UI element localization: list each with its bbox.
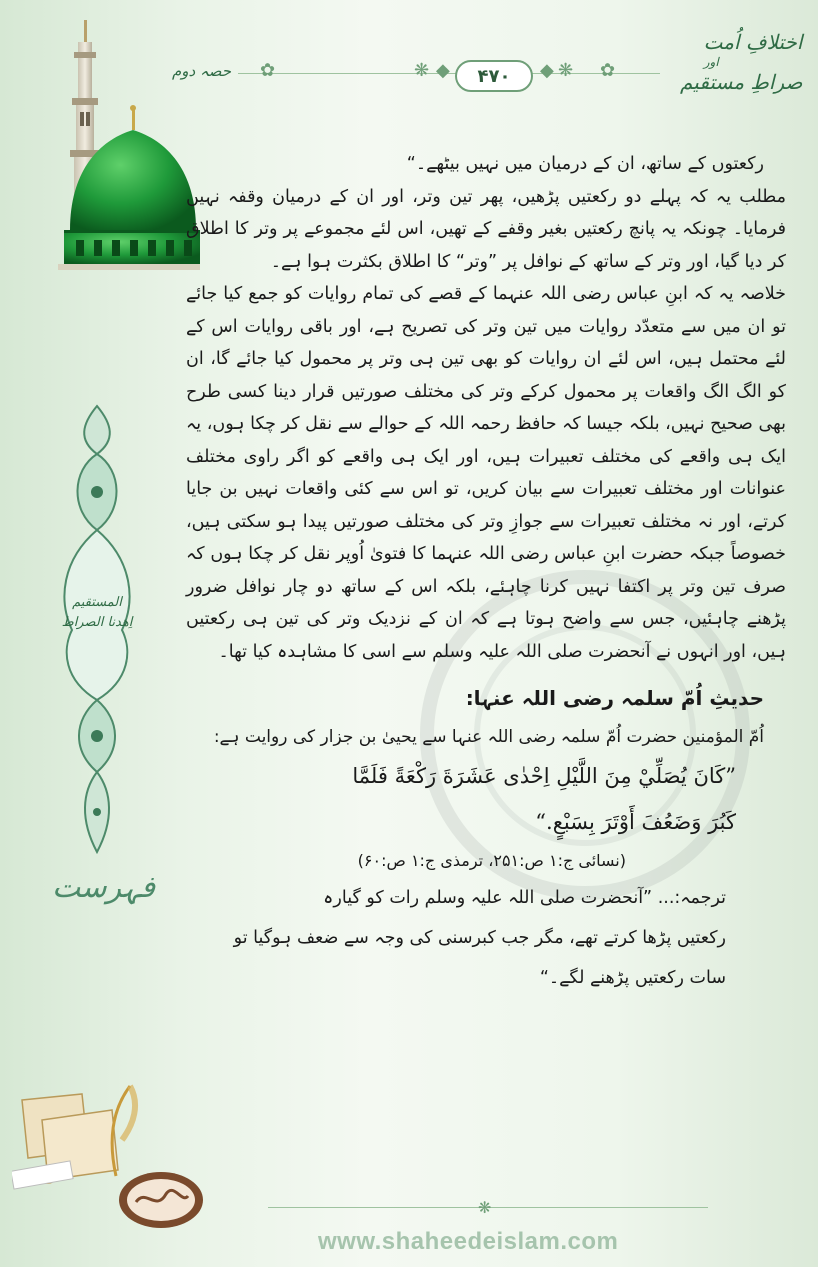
header-ornament-far-left-icon: ✿ bbox=[260, 60, 276, 81]
side-ornament-text-line2: اِھدنا الصراط bbox=[61, 615, 133, 630]
paragraph-3: خلاصہ یہ کہ ابنِ عباس رضی اللہ عنہما کے قصے کی تمام روایات کو جمع کیا جائے تو ان میں سے متعدّد روایات میں تین وتر کی تصریح ہے، اور باقی روایات اس کے لئے محتمل ہیں، اس لئے ان روایات کو بھی تین ہی وتر پر محمول کیا جائے گا، ان کو الگ الگ واقعات پر محمول کرکے وتر کی مختلف صورتیں قرار دینا کسی طرح بھی صحیح نہیں، بلکہ جیسا کہ حافظ رحمہ اللہ کے حوالے سے نقل کر چکا ہوں، یہ ایک ہی واقعے کی مختلف تعبیرات ہیں، اور ایک ہی واقعے کو اگر راوی مختلف عنوانات اور مختلف تعبیرات سے بیان کریں، تو اس سے کئی واقعات نہیں بن جایا کرتے، اور نہ مختلف تعبیرات سے جوازِ وتر کی مختلف صورتیں پیدا ہو سکتی ہیں، خصوصاً جبکہ حضرت ابنِ عباس رضی اللہ عنہما کا فتویٰ اُوپر نقل کر چکا ہوں کہ صرف تین وتر پر اکتفا نہیں کرنا چاہئے، بلکہ اس کے ساتھ دو چار نوافل ضرور پڑھنے چاہئیں، جس سے واضح ہوتا ہے کہ ان کے نزدیک وتر کی تین ہی رکعتیں ہیں، اور انہوں نے آنحضرت صلی اللہ علیہ وسلم سے اسی کا مشاہدہ کیا تھا۔ bbox=[186, 284, 786, 662]
page-number: ۴۷۰ bbox=[477, 65, 511, 87]
main-text bbox=[186, 148, 786, 998]
translation-line-2: رکعتیں پڑھا کرتے تھے، مگر جب کبرسنی کی وجہ سے ضعف ہوگیا تو bbox=[233, 927, 726, 948]
book-title bbox=[680, 30, 802, 95]
section-label: حصہ دوم bbox=[172, 62, 232, 80]
index-link[interactable]: فہرست bbox=[52, 870, 156, 905]
arabic-line-1: ”كَانَ يُصَلِّيْ مِنَ اللَّيْلِ اِحْدٰى عَشَرَةَ رَكْعَةً فَلَمَّا bbox=[352, 764, 736, 788]
header-ornament-right-icon: ◆ bbox=[540, 60, 554, 81]
paragraph-2: مطلب یہ کہ پہلے دو رکعتیں پڑھیں، پھر تین وتر، اور ان کے درمیان وقفہ نہیں فرمایا۔ چونکہ یہ پانچ رکعتیں بغیر وقفے کے تھیں، اس لئے مجموعے پر وتر کا اطلاق کر دیا گیا، اور وتر کے ساتھ کے نوافل پر ”وتر“ کا اطلاق بکثرت ہوا ہے۔ bbox=[186, 186, 786, 272]
publisher-logo-seal bbox=[116, 1168, 206, 1232]
header-ornament-far-icon: ✿ bbox=[600, 60, 616, 81]
paragraph-1: رکعتوں کے ساتھ، ان کے درمیان میں نہیں بیٹھے۔“ bbox=[406, 154, 764, 174]
page-number-frame bbox=[455, 60, 533, 92]
header-ornament-right2-icon: ❋ bbox=[558, 60, 574, 81]
book-title-line2: صراطِ مستقیم bbox=[680, 70, 803, 94]
translation-line-3: سات رکعتیں پڑھنے لگے۔“ bbox=[539, 967, 726, 988]
header-ornament-left2-icon: ◆ bbox=[436, 60, 450, 81]
hadith-reference: (نسائی ج:۱ ص:۲۵۱، ترمذی ج:۱ ص:۶۰) bbox=[357, 851, 626, 870]
arabic-line-2: كَبُرَ وَضَعُفَ أَوْتَرَ بِسَبْعٍ.“ bbox=[535, 810, 736, 834]
translation-line-1: ترجمہ:... ”آنحضرت صلی اللہ علیہ وسلم رات کو گیارہ bbox=[323, 887, 726, 908]
header-ornament-left-icon: ❋ bbox=[414, 60, 430, 81]
book-title-line1: اختلافِ اُمت bbox=[703, 30, 803, 54]
footer-ornament-icon: ❋ bbox=[478, 1198, 492, 1217]
book-title-connector: اور bbox=[703, 55, 719, 69]
side-ornament-bookmark bbox=[52, 400, 142, 860]
side-ornament-text-line1: المستقیم bbox=[72, 595, 122, 610]
website-url[interactable]: www.shaheedeislam.com bbox=[318, 1228, 619, 1255]
mosque-dome-illustration bbox=[20, 0, 200, 300]
narration-line: اُمّ المؤمنین حضرت اُمّ سلمہ رضی اللہ عنہا سے یحییٰ بن جزار کی روایت ہے: bbox=[213, 726, 764, 747]
hadith-heading: حدیثِ اُمّ سلمہ رضی اللہ عنہا: bbox=[465, 686, 764, 710]
